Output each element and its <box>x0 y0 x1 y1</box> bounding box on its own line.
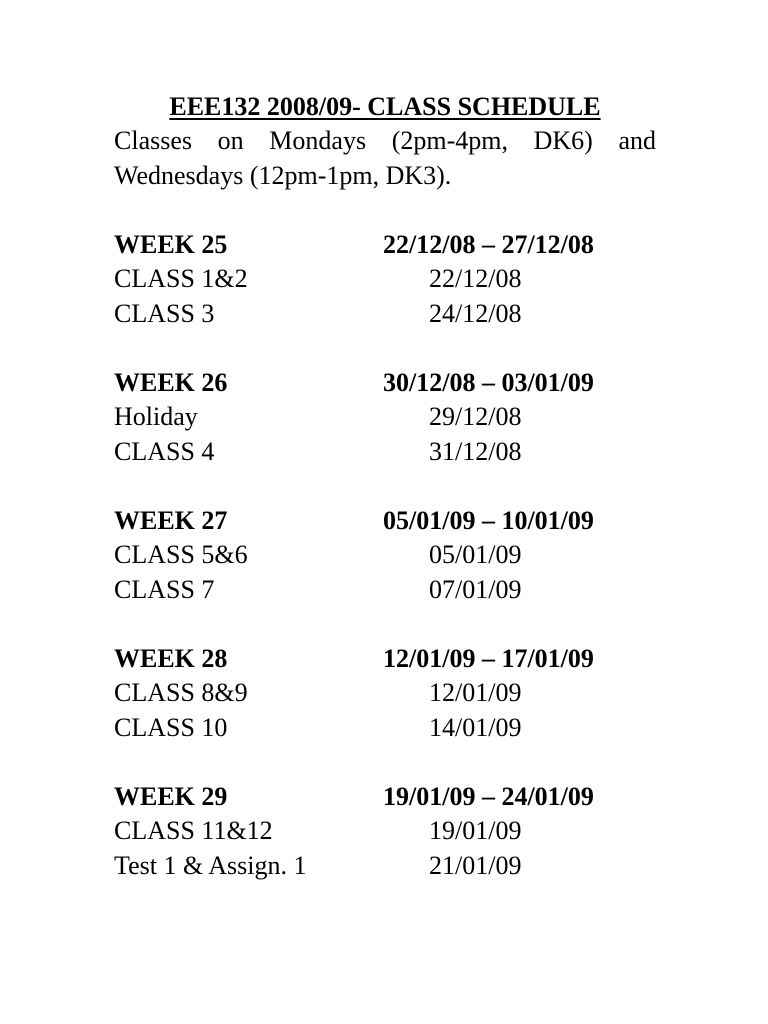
session-date: 05/01/09 <box>429 540 522 569</box>
schedule-row <box>114 262 656 297</box>
week-label: WEEK 26 <box>114 367 228 397</box>
session-label: Test 1 & Assign. 1 <box>114 850 307 880</box>
intro-text: Classes on Mondays (2pm-4pm, DK6) and Wednesdays (12pm-1pm, DK3). <box>114 126 656 190</box>
schedule-row <box>114 849 656 884</box>
week-date-range: 19/01/09 – 24/01/09 <box>383 781 594 811</box>
schedule-row <box>114 435 656 470</box>
session-date: 22/12/08 <box>429 264 522 293</box>
schedule-row <box>114 676 656 711</box>
week-date-range: 30/12/08 – 03/01/09 <box>383 367 594 397</box>
week-date-range: 22/12/08 – 27/12/08 <box>383 229 594 259</box>
week-label: WEEK 29 <box>114 781 228 811</box>
session-date: 29/12/08 <box>429 402 522 431</box>
document-title: EEE132 2008/09- CLASS SCHEDULE <box>169 92 601 121</box>
session-date: 24/12/08 <box>429 298 522 328</box>
week-date-range: 05/01/09 – 10/01/09 <box>383 505 594 535</box>
week-header <box>114 780 656 815</box>
week-label: WEEK 25 <box>114 229 228 259</box>
session-date: 19/01/09 <box>429 816 522 845</box>
session-label: Holiday <box>114 402 198 431</box>
session-label: CLASS 11&12 <box>114 816 273 845</box>
week-block <box>114 366 656 470</box>
week-block <box>114 642 656 746</box>
session-label: CLASS 1&2 <box>114 264 248 293</box>
schedule-row <box>114 814 656 849</box>
session-label: CLASS 4 <box>114 436 215 466</box>
schedule-document <box>114 90 656 883</box>
session-date: 21/01/09 <box>429 850 522 880</box>
session-date: 07/01/09 <box>429 574 522 604</box>
session-label: CLASS 10 <box>114 712 228 742</box>
week-header <box>114 366 656 401</box>
schedule-row <box>114 573 656 608</box>
week-block <box>114 780 656 884</box>
session-label: CLASS 7 <box>114 574 215 604</box>
schedule-row <box>114 538 656 573</box>
schedule-row <box>114 297 656 332</box>
week-header <box>114 504 656 539</box>
week-label: WEEK 28 <box>114 643 228 673</box>
session-label: CLASS 3 <box>114 298 215 328</box>
session-date: 31/12/08 <box>429 436 522 466</box>
session-label: CLASS 8&9 <box>114 678 248 707</box>
week-block <box>114 504 656 608</box>
week-header <box>114 642 656 677</box>
schedule-row <box>114 711 656 746</box>
week-block <box>114 228 656 332</box>
schedule-row <box>114 400 656 435</box>
week-header <box>114 228 656 263</box>
session-label: CLASS 5&6 <box>114 540 248 569</box>
week-date-range: 12/01/09 – 17/01/09 <box>383 643 594 673</box>
session-date: 12/01/09 <box>429 678 522 707</box>
session-date: 14/01/09 <box>429 712 522 742</box>
week-label: WEEK 27 <box>114 505 228 535</box>
